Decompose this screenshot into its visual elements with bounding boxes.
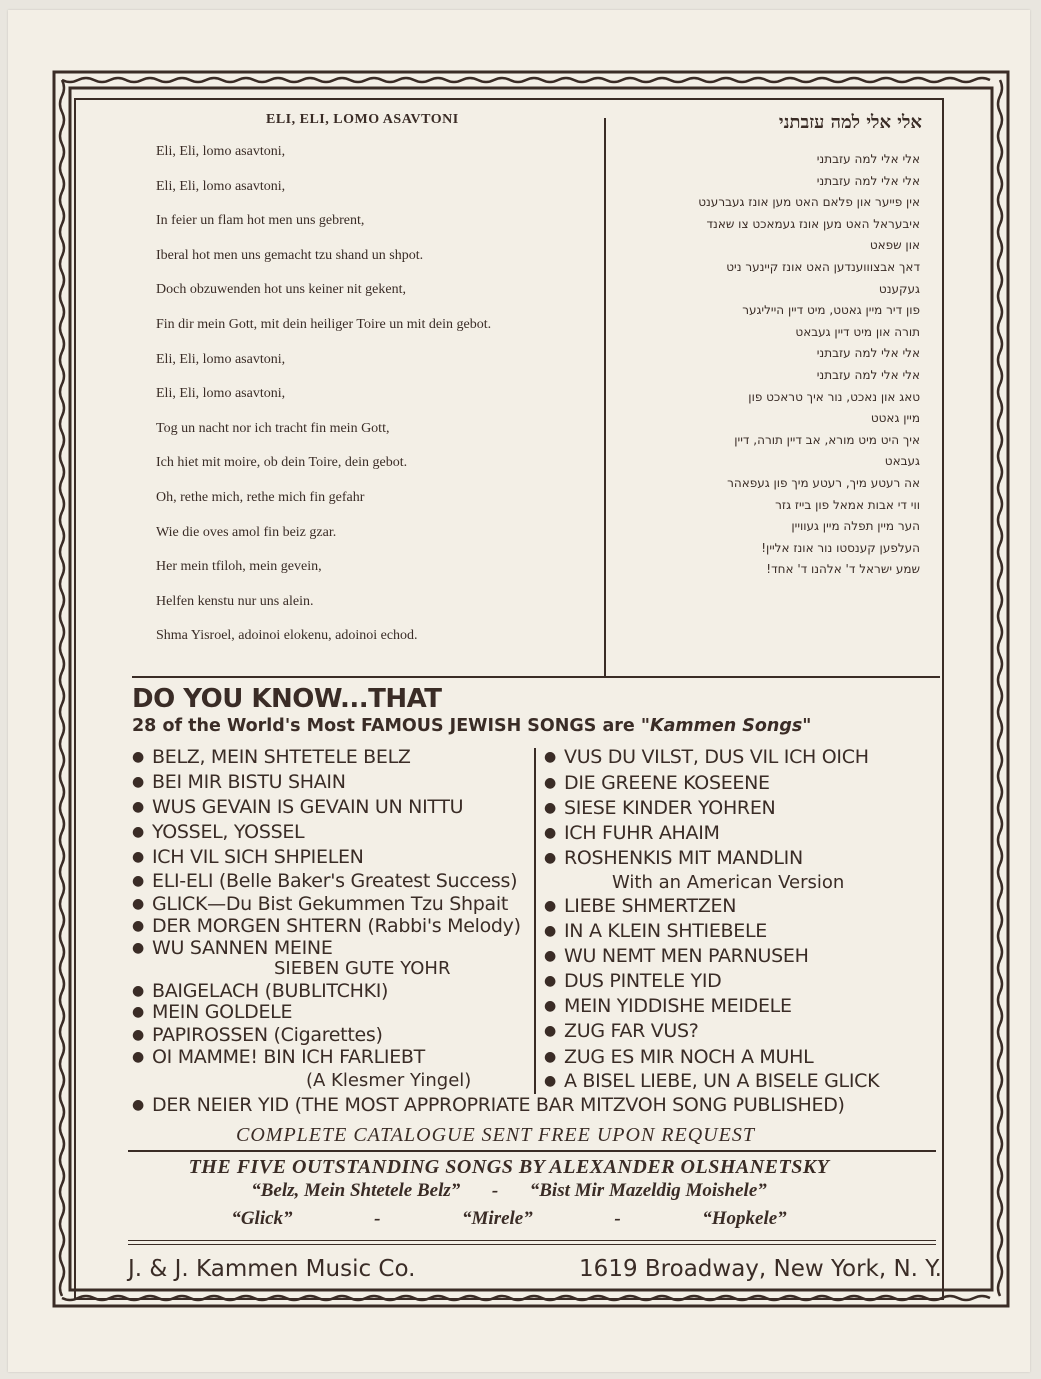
song-title: ICH FUHR AHAIM [564, 822, 720, 844]
hebrew-lyric-line: העלפען קענסטו נור אונז אליין! [761, 540, 920, 555]
list-item [544, 797, 775, 819]
hebrew-lyric-line: דאך אבצוווענדען האט אונז קיינער ניט [726, 260, 920, 274]
promo-subtitle-kammen: "Kammen Songs" [640, 716, 812, 736]
bullet: ● [544, 948, 556, 964]
bullet: ● [544, 775, 556, 791]
list-item [544, 970, 722, 992]
list-item [132, 980, 388, 1002]
list-item [544, 1020, 699, 1042]
bullet: ● [544, 898, 556, 914]
bullet: ● [132, 824, 144, 840]
hebrew-lyric-line: הער מיין תפלה מיין געוויין [791, 519, 920, 534]
song-title: ZUG ES MIR NOCH A MUHL [564, 1046, 814, 1068]
hebrew-title: אלי אלי למה עזבתני [778, 112, 922, 133]
song-title: BAIGELACH (BUBLITCHKI) [152, 980, 389, 1002]
song-title: “Glick” [231, 1208, 293, 1229]
promo-subtitle [132, 716, 811, 736]
song-title: DIE GREENE KOSEENE [564, 772, 770, 794]
song-title: ICH VIL SICH SHPIELEN [152, 846, 364, 868]
song-title: OI MAMME! BIN ICH FARLIEBT [152, 1046, 425, 1068]
song-title: BEI MIR BISTU SHAIN [152, 771, 346, 793]
song-title: “Belz, Mein Shtetele Belz” [251, 1180, 461, 1201]
lyric-line: Doch obzuwenden hot uns keiner nit gekent, [156, 282, 406, 298]
list-item [132, 746, 411, 768]
list-item [544, 1046, 813, 1068]
song-title: “Mirele” [462, 1208, 533, 1229]
lyric-line: Ich hiet mit moire, ob dein Toire, dein gebot. [156, 455, 408, 471]
separator: - [614, 1208, 621, 1229]
promo-title: DO YOU KNOW...THAT [132, 684, 442, 714]
bullet: ● [544, 973, 556, 989]
list-item [544, 945, 809, 967]
publisher-address: 1619 Broadway, New York, N. Y. [579, 1256, 942, 1282]
bullet: ● [132, 1004, 144, 1020]
separator: - [491, 1180, 499, 1201]
divider [128, 1244, 936, 1245]
olshanetsky-row-2 [76, 1208, 942, 1230]
list-item [544, 847, 803, 869]
bullet: ● [544, 923, 556, 939]
divider [128, 1150, 936, 1152]
separator: - [374, 1208, 381, 1229]
bullet: ● [544, 749, 556, 765]
lyric-line: Eli, Eli, lomo asavtoni, [156, 386, 286, 402]
lyrics-title: ELI, ELI, LOMO ASAVTONI [266, 112, 459, 127]
bullet: ● [544, 800, 556, 816]
lyric-line: Eli, Eli, lomo asavtoni, [156, 351, 286, 367]
publisher-name: J. & J. Kammen Music Co. [128, 1256, 416, 1282]
song-title: PAPIROSSEN (Cigarettes) [152, 1024, 383, 1046]
bullet: ● [132, 873, 144, 889]
song-title: DER NEIER YID (THE MOST APPROPRIATE BAR MITZVOH SONG PUBLISHED) [152, 1094, 845, 1116]
promo-subtitle-text: 28 of the World's Most FAMOUS JEWISH SONGS are [132, 716, 641, 736]
hebrew-lyric-line: תורה און מיט דיין געבאט [795, 324, 920, 339]
hebrew-lyric-line: געבאט [884, 454, 920, 469]
list-item [132, 1094, 845, 1116]
bullet: ● [132, 774, 144, 790]
list-item [544, 995, 792, 1017]
song-title: MEIN YIDDISHE MEIDELE [564, 995, 792, 1017]
list-item [132, 1024, 383, 1046]
bullet: ● [132, 918, 144, 934]
lyric-line: Eli, Eli, lomo asavtoni, [156, 178, 286, 194]
bullet: ● [544, 825, 556, 841]
bullet: ● [544, 1073, 556, 1089]
song-title: VUS DU VILST, DUS VIL ICH OICH [564, 746, 869, 768]
page-sheet [8, 10, 1030, 1372]
hebrew-lyric-line: אלי אלי למה עזבתני [816, 173, 920, 188]
song-continuation: (A Klesmer Yingel) [306, 1070, 472, 1091]
song-column-divider [534, 748, 536, 1094]
list-item [132, 771, 346, 793]
hebrew-lyric-line: שמע ישראל ד' אלהנו ד' אחד! [766, 562, 920, 577]
song-title: MEIN GOLDELE [152, 1001, 293, 1023]
hebrew-lyric-line: אה רעטע מיך, רעטע מיך פון געפאהר [727, 476, 920, 490]
bullet: ● [544, 1023, 556, 1039]
song-title: LIEBE SHMERTZEN [564, 895, 737, 917]
divider [128, 1240, 936, 1241]
bullet: ● [132, 1049, 144, 1065]
column-divider [604, 118, 606, 678]
list-item [544, 822, 720, 844]
song-title: YOSSEL, YOSSEL [152, 821, 305, 843]
song-title: “Hopkele” [702, 1208, 787, 1229]
bullet: ● [132, 799, 144, 815]
bullet: ● [132, 1097, 144, 1113]
lyric-line: Eli, Eli, lomo asavtoni, [156, 144, 286, 159]
lyric-line: Her mein tfiloh, mein gevein, [156, 559, 322, 575]
olshanetsky-title: THE FIVE OUTSTANDING SONGS BY ALEXANDER OLSHANETSKY [188, 1156, 830, 1178]
lyric-line: Tog un nacht nor ich tracht fin mein Gott, [156, 420, 390, 436]
song-title: GLICK—Du Bist Gekummen Tzu Shpait [152, 893, 509, 915]
lyric-line: Oh, rethe mich, rethe mich fin gefahr [156, 490, 365, 505]
song-title: DUS PINTELE YID [564, 970, 722, 992]
song-title: WU SANNEN MEINE [152, 937, 333, 959]
hebrew-column [616, 100, 932, 678]
list-item [132, 1001, 292, 1023]
hebrew-lyric-line: און שפאט [869, 238, 920, 253]
bullet: ● [544, 1049, 556, 1065]
hebrew-lyric-line: איך היט מיט מורא, אב דיין תורה, דיין [734, 432, 920, 447]
lyric-line: Shma Yisroel, adoinoi elokenu, adoinoi echod. [156, 628, 418, 644]
song-title: IN A KLEIN SHTIEBELE [564, 920, 767, 942]
song-title: SIESE KINDER YOHREN [564, 797, 776, 819]
list-item [132, 796, 463, 818]
hebrew-lyric-line: אלי אלי למה עזבתני [816, 368, 920, 382]
song-title: A BISEL LIEBE, UN A BISELE GLICK [564, 1070, 880, 1092]
list-item [544, 1070, 879, 1092]
bullet: ● [132, 849, 144, 865]
song-title: DER MORGEN SHTERN (Rabbi's Melody) [152, 915, 521, 937]
content-frame [74, 98, 944, 1300]
hebrew-lyric-line: טאג און נאכט, נור איך טראכט פון [748, 389, 920, 404]
bullet: ● [132, 940, 144, 956]
list-item [544, 895, 736, 917]
bullet: ● [132, 896, 144, 912]
hebrew-lyric-line: פון דיר מיין גאטט, מיט דיין הייליגער [742, 303, 920, 318]
song-title: WU NEMT MEN PARNUSEH [564, 945, 809, 967]
hebrew-lyric-line: מיין גאטט [870, 411, 920, 426]
list-item [132, 870, 517, 892]
list-item [132, 1046, 425, 1068]
song-title: BELZ, MEIN SHTETELE BELZ [152, 746, 411, 768]
song-title: WUS GEVAIN IS GEVAIN UN NITTU [152, 796, 464, 818]
list-item [132, 893, 508, 915]
bullet: ● [544, 850, 556, 866]
list-item [544, 920, 767, 942]
song-continuation: With an American Version [612, 872, 845, 893]
song-continuation: SIEBEN GUTE YOHR [274, 958, 451, 979]
song-title: ROSHENKIS MIT MANDLIN [564, 847, 803, 869]
hebrew-lyric-line: אלי אלי למה עזבתני [816, 346, 920, 361]
bullet: ● [132, 749, 144, 765]
hebrew-lyric-line: ווי די אבות אמאל פון בייז גזר [775, 497, 920, 512]
song-title: ZUG FAR VUS? [564, 1020, 699, 1042]
list-item [132, 937, 333, 959]
hebrew-lyric-line: אלי אלי למה עזבתני [816, 152, 920, 166]
song-title: “Bist Mir Mazeldig Moishele” [529, 1180, 767, 1201]
bullet: ● [544, 998, 556, 1014]
song-title: ELI-ELI (Belle Baker's Greatest Success) [152, 870, 518, 892]
hebrew-lyric-line: געקענט [878, 281, 920, 296]
olshanetsky-row-1 [76, 1180, 942, 1202]
lyric-line: Fin dir mein Gott, mit dein heiliger Toire un mit dein gebot. [156, 317, 492, 332]
list-item [544, 772, 770, 794]
hebrew-lyric-line: איבעראל האט מען אונז געמאכט צו שאנד [706, 216, 920, 231]
bullet: ● [132, 983, 144, 999]
transliteration-column [146, 100, 666, 678]
lyric-line: Helfen kenstu nur uns alein. [156, 593, 314, 609]
lyric-line: Wie die oves amol fin beiz gzar. [156, 524, 337, 540]
list-item [544, 746, 869, 768]
bullet: ● [132, 1027, 144, 1043]
list-item [132, 821, 304, 843]
list-item [132, 915, 521, 937]
section-divider [132, 676, 940, 678]
lyric-line: Iberal hot men uns gemacht tzu shand un shpot. [156, 247, 424, 263]
hebrew-lyric-line: אין פייער און פלאם האט מען אונז געברענט [698, 195, 920, 210]
list-item [132, 846, 364, 868]
catalogue-notice: COMPLETE CATALOGUE SENT FREE UPON REQUEST [236, 1124, 755, 1146]
lyric-line: In feier un flam hot men uns gebrent, [156, 213, 365, 229]
